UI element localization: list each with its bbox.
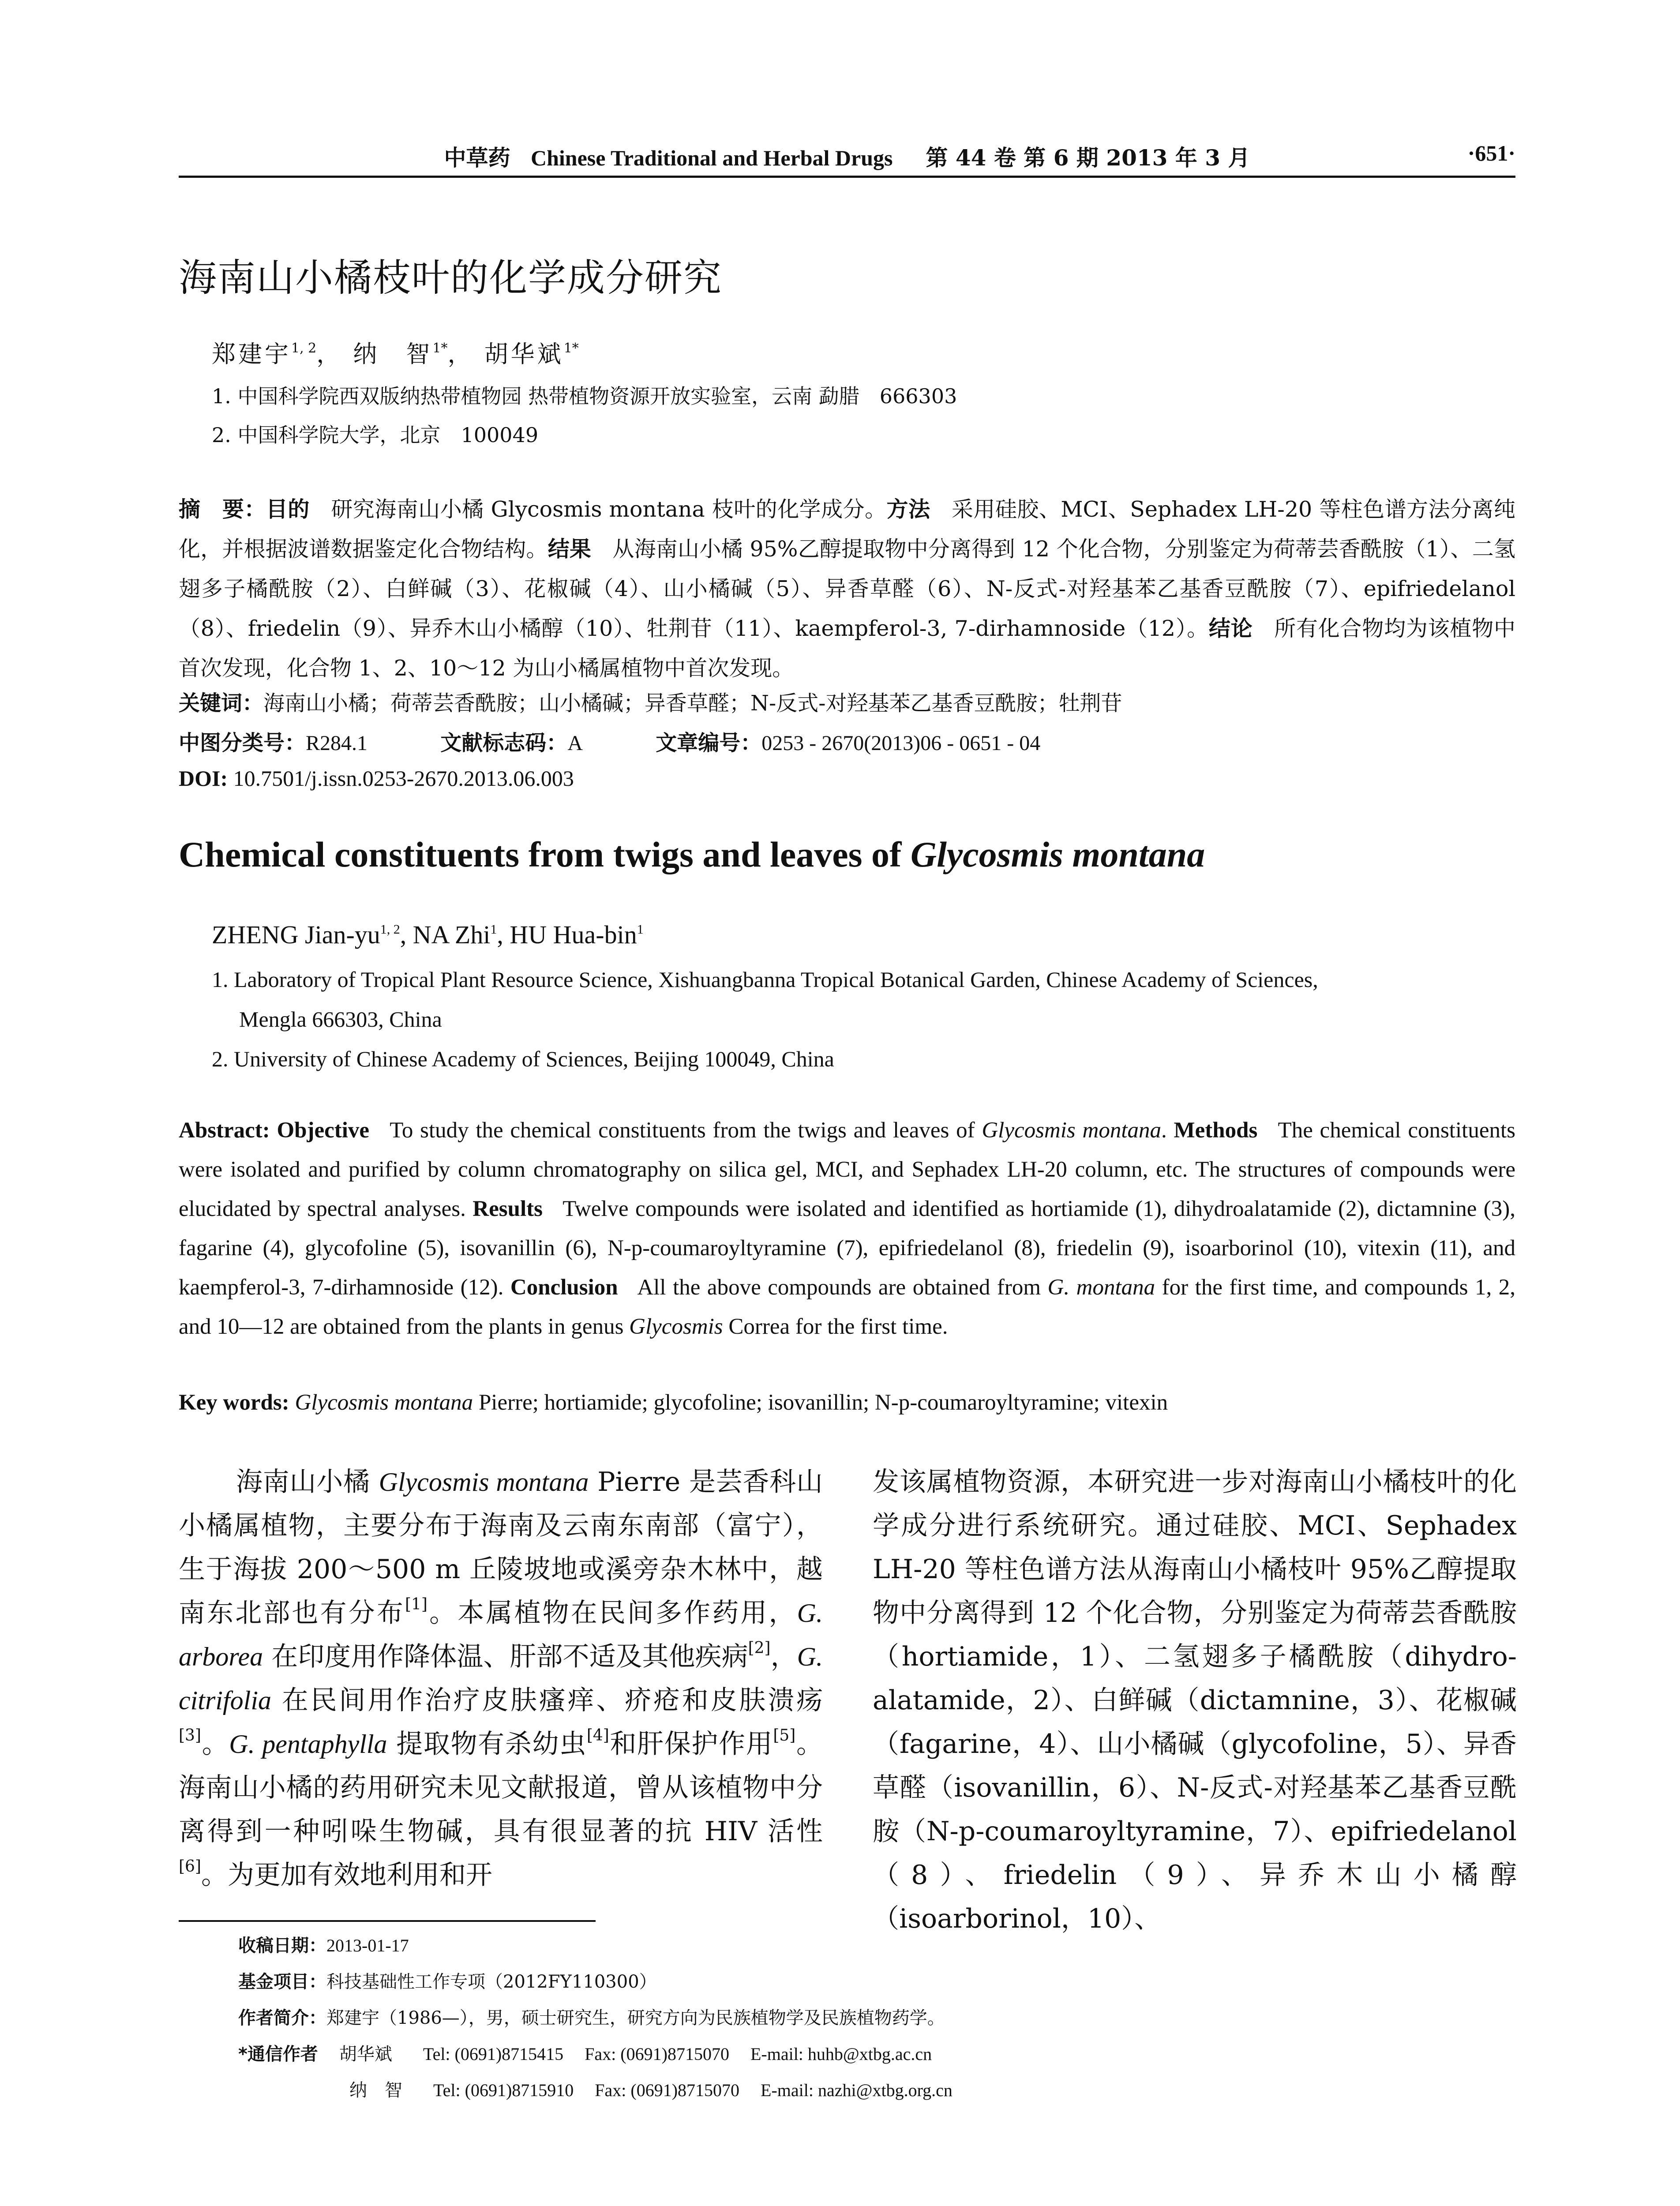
article-no-label: 文章编号： (656, 731, 762, 755)
body-text: 海南山小橘 (236, 1467, 379, 1497)
footnote-fund (238, 1968, 657, 1993)
issue-info: 第 44 卷 第 6 期 2013 年 3 月 (926, 145, 1250, 171)
species-name: Glycosmis montana (379, 1467, 589, 1497)
affiliation-en-line: 1. Laboratory of Tropical Plant Resource Science, Xishuangbanna Tropical Botanical Garden, Chinese Academy of Sciences, (212, 967, 1318, 992)
keywords-label: 关键词： (179, 691, 264, 716)
conclusion-en-label: Conclusion (510, 1275, 618, 1300)
body-column-left (179, 1460, 823, 1897)
classification-line (179, 726, 1040, 756)
title-en-main: Chemical constituents from twigs and leaves of (179, 834, 911, 874)
author-affiliation-mark: 1* (432, 341, 448, 356)
citation-ref[interactable]: [5] (773, 1726, 796, 1745)
journal-name-cn: 中草药 (444, 145, 510, 171)
author-affiliation-mark: 1, 2 (380, 922, 400, 937)
citation-ref[interactable]: [2] (748, 1639, 771, 1657)
body-text: 在印度用作降体温、肝部不适及其他疾病 (263, 1641, 748, 1672)
authors-cn: 郑建宇$^{1, 2}$， 纳 智$^{1*}$， 胡华斌$^{1*}$ (212, 340, 579, 368)
page-number: ·651· (1467, 141, 1515, 165)
author-name: NA Zhi (412, 920, 491, 949)
author-name: 胡华斌 (484, 340, 564, 368)
body-paragraph: 发该属植物资源，本研究进一步对海南山小橘枝叶的化学成分进行系统研究。通过硅胶、MCI、Sephadex LH-20 等柱色谱方法从海南山小橘枝叶 95%乙醇提取物中分离得到 12 个化合物，分别鉴定为荷蒂芸香酰胺（hortiamide，1）、二氢翅多子橘酰胺（dihydro-alatamide，2）、白鲜碱（dictamnine，3）、花椒碱（fagarine，4）、山小橘碱（glycofoline，5）、异香草醛（isovanillin，6）、N-反式-对羟基苯乙基香豆酰胺（N-p-coumaroyltyramine，7）、epifriedelanol（8）、friedelin（9）、异乔木山小橘醇（isoarborinol，10）、 (873, 1467, 1517, 1934)
species-name: Glycosmis montana (295, 1390, 473, 1415)
title-en-species: Glycosmis montana (910, 834, 1205, 874)
footnote-label: *通信作者 (238, 2044, 318, 2064)
abstract-label: 摘 要： (179, 497, 266, 522)
doc-code-label: 文献标志码： (440, 731, 568, 755)
keywords-cn (179, 686, 1122, 717)
affiliation-cn: 1. 中国科学院西双版纳热带植物园 热带植物资源开放实验室，云南 勐腊 666303 (212, 384, 957, 408)
results-en-text: Twelve compounds were isolated and identified as hortiamide (1), dihydroalatamide (2), dictamnine (3), fagarine (4), glycofoline (5), isovanillin (6), N-p-coumaroyltyramine (7), epifriedelanol (8), friedelin (9), isoarborinol (10), vitexin (11), and kaempferol-3, 7-dirhamnoside (12). (179, 1197, 1515, 1300)
footnote-corresponding (238, 2040, 953, 2065)
keywords-text: 海南山小橘；荷蒂芸香酰胺；山小橘碱；异香草醛；N-反式-对羟基苯乙基香豆酰胺；牡荆苷 (263, 691, 1122, 716)
affiliation-en-line: Mengla 666303, China (239, 1007, 442, 1032)
species-name: G. montana (1047, 1275, 1155, 1300)
punctuation: . (1161, 1118, 1167, 1143)
doc-code-value: A (567, 732, 583, 755)
affiliation-en: 2. University of Chinese Academy of Sciences, Beijing 100049, China (212, 1047, 834, 1071)
corresponding-email[interactable]: E-mail: nazhi@xtbg.org.cn (761, 2080, 952, 2100)
journal-name-en: Chinese Traditional and Herbal Drugs (531, 146, 893, 170)
body-text: Pierre 是芸香科山小橘属植物，主要分布于海南及云南东南部（富宁），生于海拔 200～500 m 丘陵坡地或溪旁杂木林中，越南东北部也有分布 (179, 1467, 823, 1628)
objective-text: 研究海南山小橘 Glycosmis montana 枝叶的化学成分。 (330, 497, 887, 522)
footnote-label: 基金项目： (238, 1972, 326, 1992)
author-affiliation-mark: 1* (563, 341, 579, 356)
corresponding-fax: Fax: (0691)8715070 (595, 2080, 740, 2100)
conclusion-en-text: Correa for the first time. (723, 1314, 948, 1339)
keywords-en-text: Pierre; hortiamide; glycofoline; isovanillin; N-p-coumaroyltyramine; vitexin (473, 1390, 1168, 1415)
author-name: ZHENG Jian-yu (212, 920, 380, 949)
methods-en-text: The chemical constituents were isolated and purified by column chromatography on silica gel, MCI, and Sephadex LH-20 column, etc. The structures of compounds were elucidated by spectral analyses. (179, 1118, 1515, 1221)
title-cn: 海南山小橘枝叶的化学成分研究 (179, 256, 722, 300)
clc-value: R284.1 (306, 732, 368, 755)
results-en-label: Results (472, 1197, 543, 1221)
author-affiliation-mark: 1 (637, 922, 644, 937)
corresponding-name: 胡华斌 (339, 2044, 392, 2064)
citation-ref[interactable]: [6] (179, 1857, 201, 1876)
clc-label: 中图分类号： (179, 731, 306, 755)
body-text: 在民间用作治疗皮肤瘙痒、疥疮和皮肤溃疡 (271, 1685, 823, 1716)
footnote-value: 2013-01-17 (326, 1936, 409, 1955)
footnote-label: 作者简介： (238, 2008, 326, 2028)
keywords-en (179, 1390, 1168, 1415)
body-text: ， (770, 1641, 797, 1672)
citation-ref[interactable]: [1] (405, 1595, 428, 1613)
footnote-received (238, 1932, 409, 1957)
body-text: 和肝保护作用 (609, 1729, 773, 1760)
body-text: 。本属植物在民间多作药用， (427, 1598, 797, 1628)
author-name: 纳 智 (353, 340, 433, 368)
footnote-rule (179, 1920, 596, 1922)
methods-label: 方法 (886, 497, 930, 522)
body-paragraph (179, 1460, 823, 1897)
footnote-value: 郑建宇（1986—），男，硕士研究生，研究方向为民族植物学及民族植物药学。 (326, 2008, 945, 2028)
corresponding-name: 纳 智 (349, 2080, 402, 2101)
species-name: G. arborea (179, 1598, 823, 1671)
doi-line (179, 765, 574, 791)
footnote-corresponding-2 (349, 2076, 974, 2101)
authors-en: ZHENG Jian-yu$^{1, 2}$, NA Zhi$^1$, HU Hua-bin$^1$ (212, 920, 644, 949)
corresponding-tel: Tel: (0691)8715910 (433, 2080, 574, 2100)
conclusion-text: 所有化合物均为该植物中首次发现，化合物 1、2、10～12 为山小橘属植物中首次发现。 (179, 616, 1515, 681)
header-rule (179, 176, 1515, 178)
species-name: Glycosmis montana (982, 1118, 1161, 1143)
author-name: HU Hua-bin (510, 920, 637, 949)
affiliation-cn: 2. 中国科学院大学，北京 100049 (212, 423, 539, 447)
body-text: 。海南山小橘的药用研究未见文献报道，曾从该植物中分离得到一种吲哚生物碱，具有很显著的抗 HIV 活性 (179, 1729, 823, 1847)
methods-text: 采用硅胶、MCI、Sephadex LH-20 等柱色谱方法分离纯化，并根据波谱数据鉴定化合物结构。 (179, 497, 1515, 562)
abstract-en-label: Abstract: (179, 1118, 270, 1143)
species-name: G. citrifolia (179, 1642, 823, 1715)
footnote-bio (238, 2004, 945, 2029)
running-header (179, 140, 1515, 171)
genus-name: Glycosmis (629, 1314, 723, 1339)
objective-en-label: Objective (277, 1118, 370, 1143)
conclusion-label: 结论 (1208, 616, 1253, 641)
abstract-en (179, 1111, 1515, 1347)
title-en (179, 834, 1205, 875)
corresponding-email[interactable]: E-mail: huhb@xtbg.ac.cn (750, 2044, 932, 2064)
footnote-value: 科技基础性工作专项（2012FY110300） (326, 1972, 657, 1992)
doi-link[interactable]: 10.7501/j.issn.0253-2670.2013.06.003 (233, 766, 574, 791)
abstract-cn (179, 490, 1515, 688)
citation-ref[interactable]: [4] (586, 1726, 609, 1745)
body-text: 提取物有杀幼虫 (387, 1729, 587, 1760)
results-text: 从海南山小橘 95%乙醇提取物中分离得到 12 个化合物，分别鉴定为荷蒂芸香酰胺（1）、二氢翅多子橘酰胺（2）、白鲜碱（3）、花椒碱（4）、山小橘碱（5）、异香草醛（6）、N-反式-对羟基苯乙基香豆酰胺（7）、epifriedelanol（8）、friedelin（9）、异乔木山小橘醇（10）、牡荆苷（11）、kaempferol-3, 7-dirhamnoside（12）。 (179, 536, 1515, 641)
body-text: 。 (201, 1729, 229, 1760)
affiliation-en (212, 960, 1513, 1039)
footnote-label: 收稿日期： (238, 1936, 326, 1956)
conclusion-en-text: All the above compounds are obtained from (637, 1275, 1048, 1300)
article-no-value: 0253 - 2670(2013)06 - 0651 - 04 (761, 732, 1041, 755)
methods-en-label: Methods (1174, 1118, 1258, 1143)
author-name: 郑建宇 (212, 340, 291, 368)
objective-en-text: To study the chemical constituents from the twigs and leaves of (390, 1118, 982, 1143)
body-column-right (873, 1460, 1517, 1941)
objective-label: 目的 (266, 497, 310, 522)
doi-label: DOI: (179, 766, 228, 791)
keywords-en-label: Key words: (179, 1390, 289, 1415)
results-label: 结果 (548, 536, 592, 562)
citation-ref[interactable]: [3] (179, 1726, 201, 1745)
corresponding-fax: Fax: (0691)8715070 (585, 2044, 729, 2064)
species-name: G. pentaphylla (229, 1730, 387, 1759)
author-affiliation-mark: 1, 2 (291, 341, 317, 356)
author-affiliation-mark: 1 (490, 922, 497, 937)
corresponding-tel: Tel: (0691)8715415 (423, 2044, 564, 2064)
body-text: 。为更加有效地利用和开 (201, 1860, 492, 1891)
conclusion-en-text: for the first time, and compounds 1, 2, and 10—12 are obtained from the plants in genus (179, 1275, 1515, 1339)
